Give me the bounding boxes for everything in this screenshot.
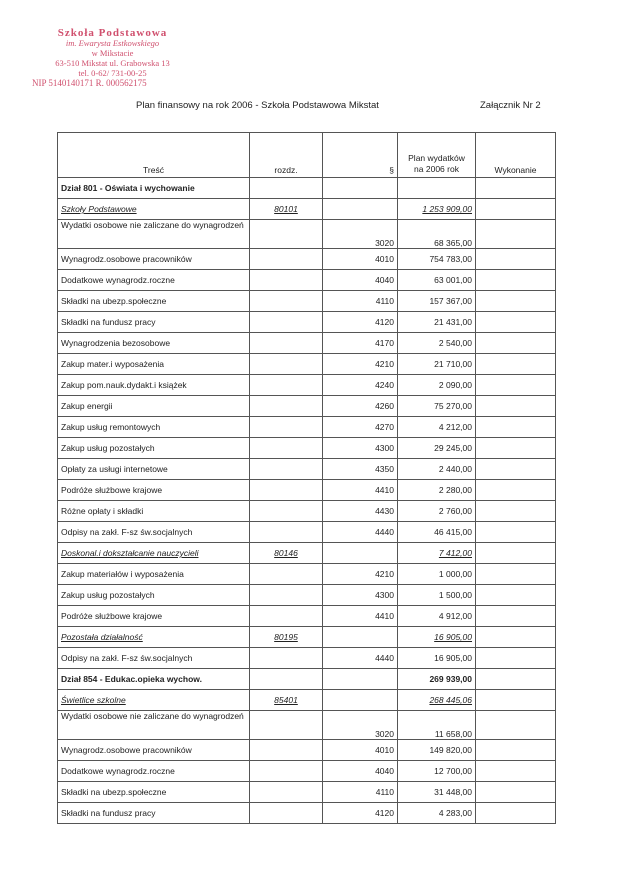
row-description: Dodatkowe wynagrodz.roczne xyxy=(58,270,250,291)
row-wykonanie xyxy=(476,690,556,711)
row-paragraph: 4040 xyxy=(323,761,398,782)
table-row xyxy=(58,396,556,417)
row-rozdzial xyxy=(250,312,323,333)
row-description: Dział 801 - Oświata i wychowanie xyxy=(58,178,250,199)
row-rozdzial: 80146 xyxy=(250,543,323,564)
row-paragraph xyxy=(323,543,398,564)
row-wykonanie xyxy=(476,178,556,199)
row-description: Wynagrodzenia bezosobowe xyxy=(58,333,250,354)
row-rozdzial xyxy=(250,459,323,480)
row-rozdzial xyxy=(250,220,323,249)
table-row xyxy=(58,803,556,824)
row-rozdzial xyxy=(250,740,323,761)
row-plan-amount: 2 280,00 xyxy=(398,480,476,501)
row-plan-amount: 63 001,00 xyxy=(398,270,476,291)
row-wykonanie xyxy=(476,417,556,438)
row-description: Wydatki osobowe nie zaliczane do wynagrodzeń xyxy=(58,711,250,740)
row-description: Zakup mater.i wyposażenia xyxy=(58,354,250,375)
row-rozdzial xyxy=(250,501,323,522)
table-header-row xyxy=(58,133,556,178)
row-description: Odpisy na zakł. F-sz św.socjalnych xyxy=(58,648,250,669)
row-paragraph: 4010 xyxy=(323,740,398,761)
table-row xyxy=(58,761,556,782)
row-paragraph: 4120 xyxy=(323,803,398,824)
row-plan-amount: 2 090,00 xyxy=(398,375,476,396)
table-row xyxy=(58,438,556,459)
row-rozdzial xyxy=(250,803,323,824)
row-paragraph: 4240 xyxy=(323,375,398,396)
row-paragraph: 4440 xyxy=(323,648,398,669)
row-rozdzial xyxy=(250,669,323,690)
row-plan-amount: 16 905,00 xyxy=(398,648,476,669)
table-row xyxy=(58,270,556,291)
table-row xyxy=(58,711,556,740)
row-plan-amount: 68 365,00 xyxy=(398,220,476,249)
row-description: Zakup energii xyxy=(58,396,250,417)
row-wykonanie xyxy=(476,396,556,417)
row-plan-amount: 4 912,00 xyxy=(398,606,476,627)
row-paragraph: 4350 xyxy=(323,459,398,480)
row-paragraph: 4110 xyxy=(323,782,398,803)
table-row xyxy=(58,740,556,761)
row-description: Składki na fundusz pracy xyxy=(58,803,250,824)
row-wykonanie xyxy=(476,199,556,220)
row-description: Doskonal.i dokształcanie nauczycieli xyxy=(58,543,250,564)
row-paragraph: 4040 xyxy=(323,270,398,291)
row-rozdzial xyxy=(250,178,323,199)
table-row xyxy=(58,522,556,543)
table-row xyxy=(58,585,556,606)
table-body xyxy=(58,178,556,824)
row-paragraph xyxy=(323,627,398,648)
row-plan-amount: 75 270,00 xyxy=(398,396,476,417)
row-plan-amount: 29 245,00 xyxy=(398,438,476,459)
table-row xyxy=(58,669,556,690)
stamp-line-nip: NIP 5140140171 R. 000562175 xyxy=(32,78,147,88)
row-paragraph: 4260 xyxy=(323,396,398,417)
table-row xyxy=(58,480,556,501)
row-paragraph: 4210 xyxy=(323,354,398,375)
row-wykonanie xyxy=(476,585,556,606)
row-wykonanie xyxy=(476,312,556,333)
row-wykonanie xyxy=(476,375,556,396)
row-description: Podróże służbowe krajowe xyxy=(58,606,250,627)
stamp-line-town: w Mikstacie xyxy=(91,48,134,58)
table-row xyxy=(58,291,556,312)
row-rozdzial xyxy=(250,564,323,585)
school-stamp xyxy=(30,28,195,88)
row-rozdzial xyxy=(250,522,323,543)
table-row xyxy=(58,178,556,199)
row-rozdzial xyxy=(250,270,323,291)
row-plan-amount: 268 445,06 xyxy=(398,690,476,711)
row-wykonanie xyxy=(476,803,556,824)
row-rozdzial: 80195 xyxy=(250,627,323,648)
row-wykonanie xyxy=(476,761,556,782)
row-description: Składki na fundusz pracy xyxy=(58,312,250,333)
row-wykonanie xyxy=(476,333,556,354)
table-row xyxy=(58,501,556,522)
row-rozdzial xyxy=(250,782,323,803)
row-wykonanie xyxy=(476,606,556,627)
row-description: Dział 854 - Edukac.opieka wychow. xyxy=(58,669,250,690)
row-description: Opłaty za usługi internetowe xyxy=(58,459,250,480)
row-plan-amount: 16 905,00 xyxy=(398,627,476,648)
row-description: Zakup materiałów i wyposażenia xyxy=(58,564,250,585)
row-wykonanie xyxy=(476,543,556,564)
row-description: Zakup usług pozostałych xyxy=(58,585,250,606)
row-wykonanie xyxy=(476,782,556,803)
row-description: Dodatkowe wynagrodz.roczne xyxy=(58,761,250,782)
row-description: Składki na ubezp.społeczne xyxy=(58,782,250,803)
table-row xyxy=(58,606,556,627)
row-description: Wynagrodz.osobowe pracowników xyxy=(58,249,250,270)
row-rozdzial xyxy=(250,249,323,270)
row-rozdzial xyxy=(250,606,323,627)
row-paragraph: 4430 xyxy=(323,501,398,522)
row-paragraph: 4120 xyxy=(323,312,398,333)
row-wykonanie xyxy=(476,740,556,761)
row-plan-amount: 31 448,00 xyxy=(398,782,476,803)
table-row xyxy=(58,782,556,803)
row-rozdzial xyxy=(250,648,323,669)
row-wykonanie xyxy=(476,501,556,522)
header-plan-line2: na 2006 rok xyxy=(414,164,459,174)
row-plan-amount: 12 700,00 xyxy=(398,761,476,782)
row-plan-amount: 21 431,00 xyxy=(398,312,476,333)
row-description: Zakup pom.nauk.dydakt.i książek xyxy=(58,375,250,396)
row-wykonanie xyxy=(476,480,556,501)
header-plan-line1: Plan wydatków xyxy=(408,153,465,163)
row-rozdzial: 80101 xyxy=(250,199,323,220)
row-plan-amount: 2 540,00 xyxy=(398,333,476,354)
row-paragraph: 4300 xyxy=(323,585,398,606)
table-row xyxy=(58,199,556,220)
table-row xyxy=(58,459,556,480)
header-plan xyxy=(398,133,476,178)
row-rozdzial xyxy=(250,585,323,606)
row-rozdzial xyxy=(250,333,323,354)
row-wykonanie xyxy=(476,438,556,459)
row-paragraph: 4010 xyxy=(323,249,398,270)
row-plan-amount: 1 000,00 xyxy=(398,564,476,585)
row-plan-amount: 2 760,00 xyxy=(398,501,476,522)
row-rozdzial xyxy=(250,438,323,459)
row-description: Wynagrodz.osobowe pracowników xyxy=(58,740,250,761)
row-wykonanie xyxy=(476,669,556,690)
row-description: Składki na ubezp.społeczne xyxy=(58,291,250,312)
row-plan-amount: 11 658,00 xyxy=(398,711,476,740)
document-title: Plan finansowy na rok 2006 - Szkoła Podstawowa Mikstat xyxy=(136,100,379,111)
row-plan-amount: 7 412,00 xyxy=(398,543,476,564)
row-plan-amount: 21 710,00 xyxy=(398,354,476,375)
table-row xyxy=(58,564,556,585)
row-plan-amount: 4 212,00 xyxy=(398,417,476,438)
table-row xyxy=(58,648,556,669)
row-plan-amount: 754 783,00 xyxy=(398,249,476,270)
row-plan-amount: 46 415,00 xyxy=(398,522,476,543)
row-plan-amount: 157 367,00 xyxy=(398,291,476,312)
row-wykonanie xyxy=(476,220,556,249)
budget-table xyxy=(57,132,556,824)
row-description: Podróże służbowe krajowe xyxy=(58,480,250,501)
row-rozdzial xyxy=(250,354,323,375)
row-rozdzial xyxy=(250,761,323,782)
row-paragraph: 4300 xyxy=(323,438,398,459)
row-wykonanie xyxy=(476,522,556,543)
table-row xyxy=(58,249,556,270)
row-wykonanie xyxy=(476,249,556,270)
table-row xyxy=(58,543,556,564)
row-plan-amount: 269 939,00 xyxy=(398,669,476,690)
row-paragraph: 3020 xyxy=(323,711,398,740)
row-rozdzial xyxy=(250,396,323,417)
row-wykonanie xyxy=(476,291,556,312)
header-rozdz: rozdz. xyxy=(250,133,323,178)
stamp-line-patron: im. Ewarysta Estkowskiego xyxy=(65,38,160,48)
row-paragraph xyxy=(323,199,398,220)
row-paragraph: 4110 xyxy=(323,291,398,312)
row-paragraph: 4170 xyxy=(323,333,398,354)
row-wykonanie xyxy=(476,459,556,480)
stamp-line-school-name: Szkoła Podstawowa xyxy=(57,27,168,39)
row-description: Wydatki osobowe nie zaliczane do wynagrodzeń xyxy=(58,220,250,249)
table-row xyxy=(58,375,556,396)
row-paragraph: 4210 xyxy=(323,564,398,585)
row-plan-amount: 1 500,00 xyxy=(398,585,476,606)
row-description: Różne opłaty i składki xyxy=(58,501,250,522)
table-row xyxy=(58,417,556,438)
table-row xyxy=(58,220,556,249)
row-description: Szkoły Podstawowe xyxy=(58,199,250,220)
row-plan-amount: 2 440,00 xyxy=(398,459,476,480)
row-rozdzial xyxy=(250,291,323,312)
row-paragraph: 4440 xyxy=(323,522,398,543)
row-description: Świetlice szkolne xyxy=(58,690,250,711)
table-row xyxy=(58,627,556,648)
row-wykonanie xyxy=(476,627,556,648)
stamp-line-address: 63-510 Mikstat ul. Grabowska 13 xyxy=(55,58,170,68)
row-rozdzial xyxy=(250,375,323,396)
attachment-label: Załącznik Nr 2 xyxy=(480,100,541,111)
row-description: Odpisy na zakł. F-sz św.socjalnych xyxy=(58,522,250,543)
table-row xyxy=(58,354,556,375)
header-wykonanie: Wykonanie xyxy=(476,133,556,178)
row-description: Pozostała działalność xyxy=(58,627,250,648)
row-wykonanie xyxy=(476,354,556,375)
row-plan-amount: 1 253 909,00 xyxy=(398,199,476,220)
row-rozdzial xyxy=(250,711,323,740)
row-rozdzial: 85401 xyxy=(250,690,323,711)
row-paragraph xyxy=(323,669,398,690)
row-wykonanie xyxy=(476,564,556,585)
table-row xyxy=(58,333,556,354)
table-row xyxy=(58,312,556,333)
row-description: Zakup usług pozostałych xyxy=(58,438,250,459)
row-description: Zakup usług remontowych xyxy=(58,417,250,438)
row-paragraph: 4410 xyxy=(323,480,398,501)
row-paragraph xyxy=(323,178,398,199)
row-paragraph xyxy=(323,690,398,711)
row-plan-amount: 149 820,00 xyxy=(398,740,476,761)
header-paragraph: § xyxy=(323,133,398,178)
row-rozdzial xyxy=(250,480,323,501)
row-paragraph: 3020 xyxy=(323,220,398,249)
row-wykonanie xyxy=(476,648,556,669)
row-plan-amount: 4 283,00 xyxy=(398,803,476,824)
table-row xyxy=(58,690,556,711)
row-paragraph: 4270 xyxy=(323,417,398,438)
stamp-line-phone: tel. 0-62/ 731-00-25 xyxy=(78,68,147,78)
row-wykonanie xyxy=(476,711,556,740)
row-wykonanie xyxy=(476,270,556,291)
row-rozdzial xyxy=(250,417,323,438)
row-plan-amount xyxy=(398,178,476,199)
header-tresc: Treść xyxy=(58,133,250,178)
row-paragraph: 4410 xyxy=(323,606,398,627)
